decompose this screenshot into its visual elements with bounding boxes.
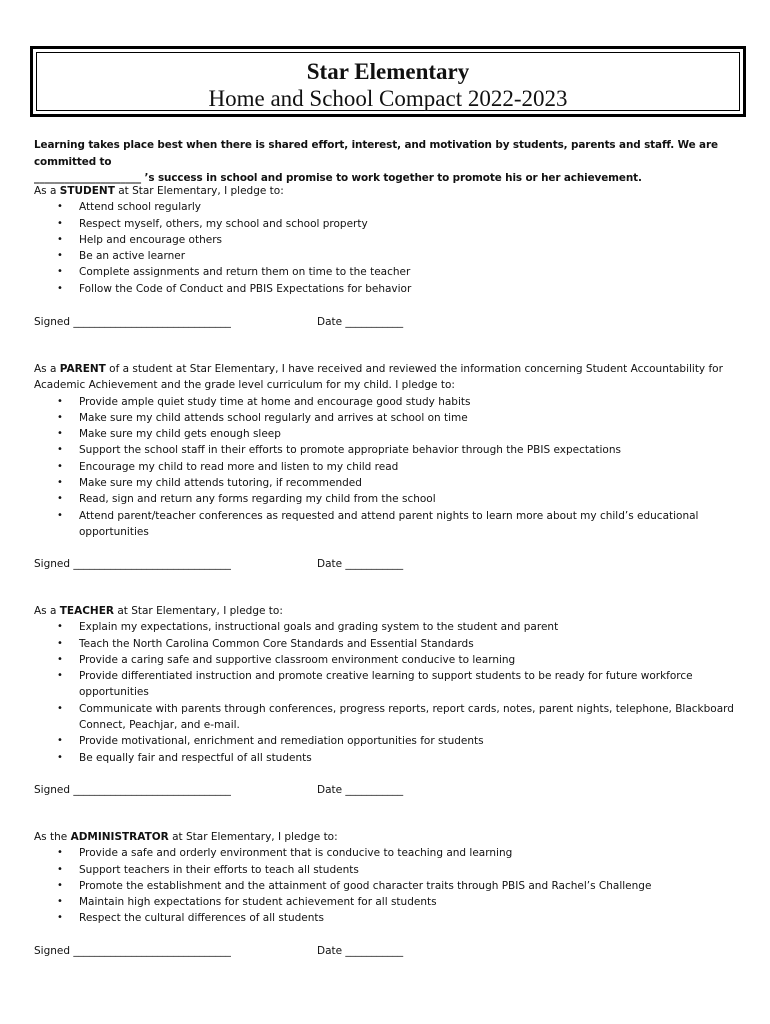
list-item: • Provide a caring safe and supportive classroom environment conducive to learning [34, 652, 746, 668]
bullet-icon: • [57, 460, 63, 472]
list-item: • Explain my expectations, instructional goals and grading system to the student and parent [34, 619, 746, 635]
bullet-icon: • [57, 395, 63, 407]
date-field[interactable]: Date ___________ [317, 558, 404, 570]
list-item: • Make sure my child attends school regularly and arrives at school on time [34, 410, 746, 426]
administrator-pledge-heading: As the ADMINISTRATOR at Star Elementary, I pledge to: [34, 831, 338, 843]
signed-field[interactable]: Signed ______________________________ [34, 316, 231, 328]
bullet-icon: • [57, 477, 63, 489]
bullet-icon: • [57, 847, 63, 859]
student-section [34, 183, 746, 297]
list-item: • Promote the establishment and the attainment of good character traits through PBIS and Rachel’s Challenge [34, 878, 746, 894]
intro-line-1: Learning takes place best when there is shared effort, interest, and motivation by students, parents and staff. We are committed to [34, 139, 718, 168]
bullet-icon: • [57, 702, 63, 714]
list-item: • Be equally fair and respectful of all students [34, 750, 746, 766]
list-item: • Provide a safe and orderly environment that is conducive to teaching and learning [34, 845, 746, 861]
date-field[interactable]: Date ___________ [317, 945, 404, 957]
bullet-icon: • [57, 266, 63, 278]
bullet-icon: • [57, 217, 63, 229]
list-item: • Provide differentiated instruction and promote creative learning to support students to be ready for future workforce opportunities [57, 670, 693, 699]
administrator-pledge-list [34, 845, 746, 926]
bullet-icon: • [57, 411, 63, 423]
administrator-signature-line[interactable] [34, 943, 404, 959]
list-item: • Help and encourage others [34, 232, 746, 248]
bullet-icon: • [57, 444, 63, 456]
list-item: • Maintain high expectations for student achievement for all students [34, 894, 746, 910]
list-item: • Read, sign and return any forms regarding my child from the school [34, 491, 746, 507]
list-item: • Support the school staff in their efforts to promote appropriate behavior through the PBIS expectations [34, 442, 746, 458]
teacher-signature-line[interactable] [34, 782, 404, 798]
list-item: • Complete assignments and return them on time to the teacher [34, 264, 746, 280]
parent-pledge-list [34, 394, 746, 541]
list-item: • Respect myself, others, my school and school property [34, 216, 746, 232]
bullet-icon: • [57, 428, 63, 440]
list-item: • Follow the Code of Conduct and PBIS Expectations for behavior [34, 281, 746, 297]
administrator-role: ADMINISTRATOR [70, 831, 169, 843]
teacher-pledge-list [34, 619, 746, 766]
bullet-icon: • [57, 912, 63, 924]
signed-field[interactable]: Signed ______________________________ [34, 558, 231, 570]
bullet-icon: • [57, 509, 63, 521]
teacher-pledge-heading: As a TEACHER at Star Elementary, I pledge to: [34, 605, 283, 617]
list-item: • Communicate with parents through conferences, progress reports, report cards, notes, parent nights, telephone, Blackboard Connect, Peachjar, and e-mail. [57, 702, 734, 732]
date-field[interactable]: Date ___________ [317, 784, 404, 796]
bullet-icon: • [57, 653, 63, 665]
list-item: • Make sure my child attends tutoring, if recommended [34, 475, 746, 491]
bullet-icon: • [57, 233, 63, 245]
list-item: • Respect the cultural differences of all students [34, 910, 746, 926]
parent-signature-line[interactable] [34, 556, 404, 572]
list-item: • Teach the North Carolina Common Core Standards and Essential Standards [34, 636, 746, 652]
list-item: • Attend school regularly [34, 199, 746, 215]
bullet-icon: • [57, 493, 63, 505]
bullet-icon: • [57, 896, 63, 908]
bullet-icon: • [57, 621, 63, 633]
list-item: • Be an active learner [34, 248, 746, 264]
parent-section [34, 361, 746, 540]
title-inner-border [36, 52, 740, 111]
bullet-icon: • [57, 250, 63, 262]
list-item: • Support teachers in their efforts to teach all students [34, 862, 746, 878]
intro-statement [34, 137, 746, 187]
title-box [30, 46, 746, 117]
school-name: Star Elementary [306, 59, 470, 84]
bullet-icon: • [57, 735, 63, 747]
bullet-icon: • [57, 879, 63, 891]
bullet-icon: • [57, 670, 63, 682]
list-item: • Attend parent/teacher conferences as requested and attend parent nights to learn more about my child’s educational opportunities [57, 509, 699, 538]
student-pledge-list [34, 199, 746, 297]
student-signature-line[interactable] [34, 314, 404, 330]
bullet-icon: • [57, 637, 63, 649]
date-field[interactable]: Date ___________ [317, 316, 404, 328]
teacher-role: TEACHER [59, 605, 114, 617]
bullet-icon: • [57, 201, 63, 213]
signed-field[interactable]: Signed ______________________________ [34, 945, 231, 957]
list-item: • Encourage my child to read more and listen to my child read [34, 459, 746, 475]
list-item: • Provide ample quiet study time at home and encourage good study habits [34, 394, 746, 410]
student-role: STUDENT [59, 185, 115, 197]
intro-line-2: _____________________ ’s success in school and promise to work together to promote his or her achievement. [34, 172, 642, 184]
signed-field[interactable]: Signed ______________________________ [34, 784, 231, 796]
bullet-icon: • [57, 282, 63, 294]
list-item: • Make sure my child gets enough sleep [34, 426, 746, 442]
bullet-icon: • [57, 751, 63, 763]
teacher-section [34, 603, 746, 766]
parent-pledge-heading: As a PARENT of a student at Star Elementary, I have received and reviewed the information concerning Student Accountability for Academic Achievement and the grade level curriculum for my child. I pledge to: [34, 363, 723, 392]
parent-role: PARENT [59, 363, 106, 375]
list-item: • Provide motivational, enrichment and remediation opportunities for students [34, 733, 746, 749]
compact-title: Home and School Compact 2022-2023 [208, 86, 568, 111]
student-pledge-heading: As a STUDENT at Star Elementary, I pledge to: [34, 185, 284, 197]
bullet-icon: • [57, 863, 63, 875]
administrator-section [34, 829, 746, 927]
